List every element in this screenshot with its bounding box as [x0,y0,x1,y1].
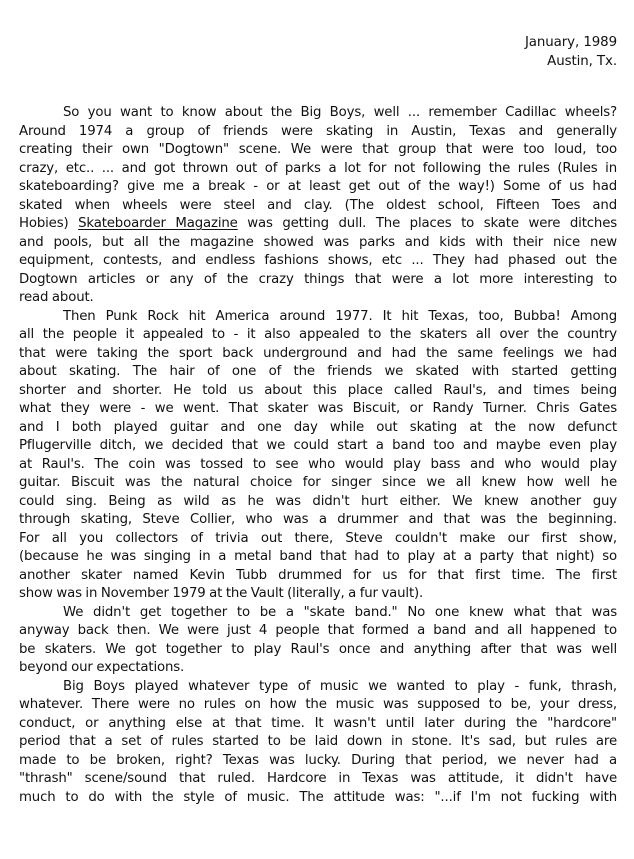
text-line: Big Boys played whatever type of music we wanted to play - funk, thrash, [63,678,617,694]
text-line: creating their own "Dogtown" scene. We were that group that were too loud, too [19,142,617,157]
text-line: We didn't get together to be a "skate band." No one knew what that was [63,604,617,620]
text-line: and I both played guitar and one day while out skating at the now defunct [19,419,617,435]
body-text [19,104,617,807]
text-line: conduct, or anything else at that time. It wasn't until later during the "hardcore" [19,715,617,731]
text-line: skateboarding? give me a break - or at least get out of the way!) Some of us had [19,179,617,194]
text-line: whatever. There were no rules on how the music was supposed to be, your dress, [19,697,617,712]
text-line: shorter and shorter. He told us about this place called Raul's, and times being [19,382,617,398]
text-line: through skating, Steve Collier, who was a drummer and that was the beginning. [19,512,617,527]
text-line: that were taking the sport back underground and had the same feelings we had [19,345,617,361]
text-line: Around 1974 a group of friends were skating in Austin, Texas and generally [19,123,617,139]
text-line: Dogtown articles or any of the crazy things that were a lot more interesting to [19,271,617,287]
text-line: much to do with the style of music. The attitude was: "...if I'm not fucking with [19,789,617,805]
text-line: For all you collectors of trivia out there, Steve couldn't make our first show, [19,530,617,546]
text-line: show was in November 1979 at the Vault (literally, a fur vault). [19,586,424,601]
text-line: read about. [19,290,94,305]
text-line: and pools, but all the magazine showed was parks and kids with their nice new [19,234,617,250]
text-line: "thrash" scene/sound that ruled. Hardcore in Texas was attitude, it didn't have [19,771,617,786]
text-segment: Hobies) [19,216,79,231]
text-line: equipment, contests, and endless fashions shows, etc ... They had phased out the [19,253,617,268]
text-line: another skater named Kevin Tubb drummed for us for that first time. The first [19,567,617,583]
text-line: anyway back then. We were just 4 people that formed a band and all happened to [19,623,617,638]
text-line: beyond our expectations. [19,660,185,675]
text-line: guitar. Biscuit was the natural choice for singer since we all knew how well he [19,475,617,490]
text-line: what they were - we went. That skater was Biscuit, or Randy Turner. Chris Gates [19,401,617,416]
text-line: about skating. The hair of one of the friends we skated with started getting [19,364,617,379]
text-line: at Raul's. The coin was tossed to see who would play bass and who would play [19,456,617,472]
text-line: could sing. Being as wild as he was didn't hurt either. We knew another guy [19,493,617,509]
text-line: So you want to know about the Big Boys, well ... remember Cadillac wheels? [63,105,617,120]
text-line: crazy, etc.. ... and got thrown out of parks a lot for not following the rules (Rules in [19,160,617,176]
text-line [19,215,617,234]
letter-date: January, 1989 [524,35,617,50]
text-segment: was getting dull. The places to skate were ditches [237,216,617,231]
text-line: skated when wheels were steel and clay. (The oldest school, Fifteen Toes and [19,197,617,213]
letter-place: Austin, Tx. [547,54,617,69]
text-line: period that a set of rules started to be laid down in stone. It's sad, but rules are [19,734,617,749]
magazine-title: Skateboarder Magazine [78,216,238,231]
text-line: Pflugerville ditch, we decided that we could start a band too and maybe even play [19,438,617,453]
text-line: all the people it appealed to - it also appealed to the skaters all over the country [19,327,617,342]
text-line: (because he was singing in a metal band that had to play at a party that night) so [19,549,617,564]
text-line: be skaters. We got together to play Raul's once and anything after that was well [19,641,617,657]
dateline [525,33,617,71]
text-line: Then Punk Rock hit America around 1977. It hit Texas, too, Bubba! Among [63,308,617,324]
text-line: made to be broken, right? Texas was lucky. During that period, we never had a [19,752,617,768]
